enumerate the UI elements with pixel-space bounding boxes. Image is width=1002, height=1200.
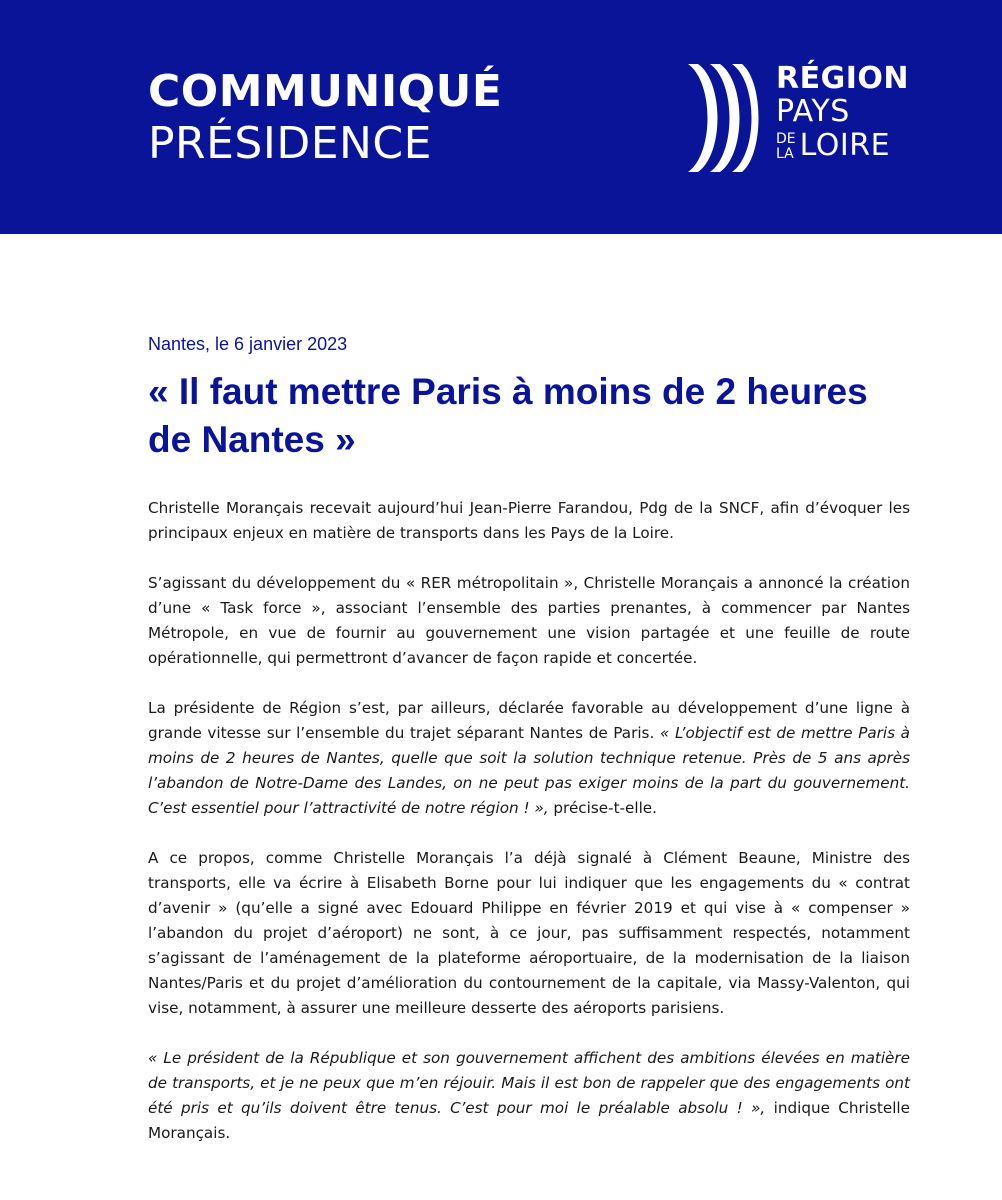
logo-de-la bbox=[776, 132, 796, 162]
paragraph-2: S’agissant du développement du « RER métropolitain », Christelle Morançais a annoncé la création d’une « Task force », associant l’ensemble des parties prenantes, à commencer par Nantes Métropole, en vue de fournir au gouvernement une vision partagée et une feuille de route opérationnelle, qui permettront d’avancer de façon rapide et concertée. bbox=[148, 574, 910, 667]
paragraph-1: Christelle Morançais recevait aujourd’hui Jean-Pierre Farandou, Pdg de la SNCF, afin d’évoquer les principaux enjeux en matière de transports dans les Pays de la Loire. bbox=[148, 499, 910, 542]
region-logo-mark-icon bbox=[684, 60, 764, 176]
paragraph-3 bbox=[148, 696, 910, 821]
dateline: Nantes, le 6 janvier 2023 bbox=[148, 334, 348, 354]
paragraph-5 bbox=[148, 1046, 910, 1146]
paragraph-3-outro: précise-t-elle. bbox=[553, 799, 657, 817]
paragraph-5-quote: « Le président de la République et son gouvernement affichent des ambitions élevées en matière de transports, et je ne peux que m’en réjouir. Mais il est bon de rappeler que des engagements ont été pris et qu’ils doivent être tenus. C’est pour moi le préalable absolu ! », bbox=[148, 1049, 910, 1117]
region-logo bbox=[684, 60, 924, 176]
logo-region: RÉGION bbox=[776, 61, 909, 96]
header-band bbox=[0, 0, 1002, 234]
logo-de: DE bbox=[776, 131, 796, 147]
document-type-title bbox=[148, 66, 502, 170]
logo-la: LA bbox=[776, 146, 794, 162]
paragraph-4: A ce propos, comme Christelle Morançais l’a déjà signalé à Clément Beaune, Ministre des transports, elle va écrire à Elisabeth Borne pour lui indiquer que les engagements du « contrat d’avenir » (qu’elle a signé avec Edouard Philippe en février 2019 et qui vise à « compenser » l’abandon du projet d’aéroport) ne sont, à ce jour, pas suffisamment respectés, notamment s’agissant de l’aménagement de la plateforme aéroportuaire, de la modernisation de la liaison Nantes/Paris et du projet d’amélioration du contournement de la capitale, via Massy-Valenton, qui vise, notamment, à assurer une meilleure desserte des aéroports parisiens. bbox=[148, 849, 910, 1017]
paragraph-5-outro: indique Christelle Morançais. bbox=[148, 1099, 910, 1142]
press-release-body bbox=[148, 496, 910, 1146]
title-presidence: PRÉSIDENCE bbox=[148, 118, 432, 169]
logo-bottom-line bbox=[776, 130, 909, 162]
region-logo-text bbox=[776, 62, 909, 162]
logo-loire: LOIRE bbox=[799, 128, 891, 163]
logo-pays: PAYS bbox=[776, 94, 850, 129]
headline: « Il faut mettre Paris à moins de 2 heures de Nantes » bbox=[148, 371, 868, 460]
paragraph-3-intro: La présidente de Région s’est, par ailleurs, déclarée favorable au développement d’une ligne à grande vitesse sur l’ensemble du trajet séparant Nantes de Paris. bbox=[148, 699, 910, 742]
paragraph-3-quote: « L’objectif est de mettre Paris à moins de 2 heures de Nantes, quelle que soit la solution technique retenue. Près de 5 ans après l’abandon de Notre-Dame des Landes, on ne peut pas exiger moins de la part du gouvernement. C’est essentiel pour l’attractivité de notre région ! », bbox=[148, 724, 910, 817]
title-communique: COMMUNIQUÉ bbox=[148, 66, 503, 117]
